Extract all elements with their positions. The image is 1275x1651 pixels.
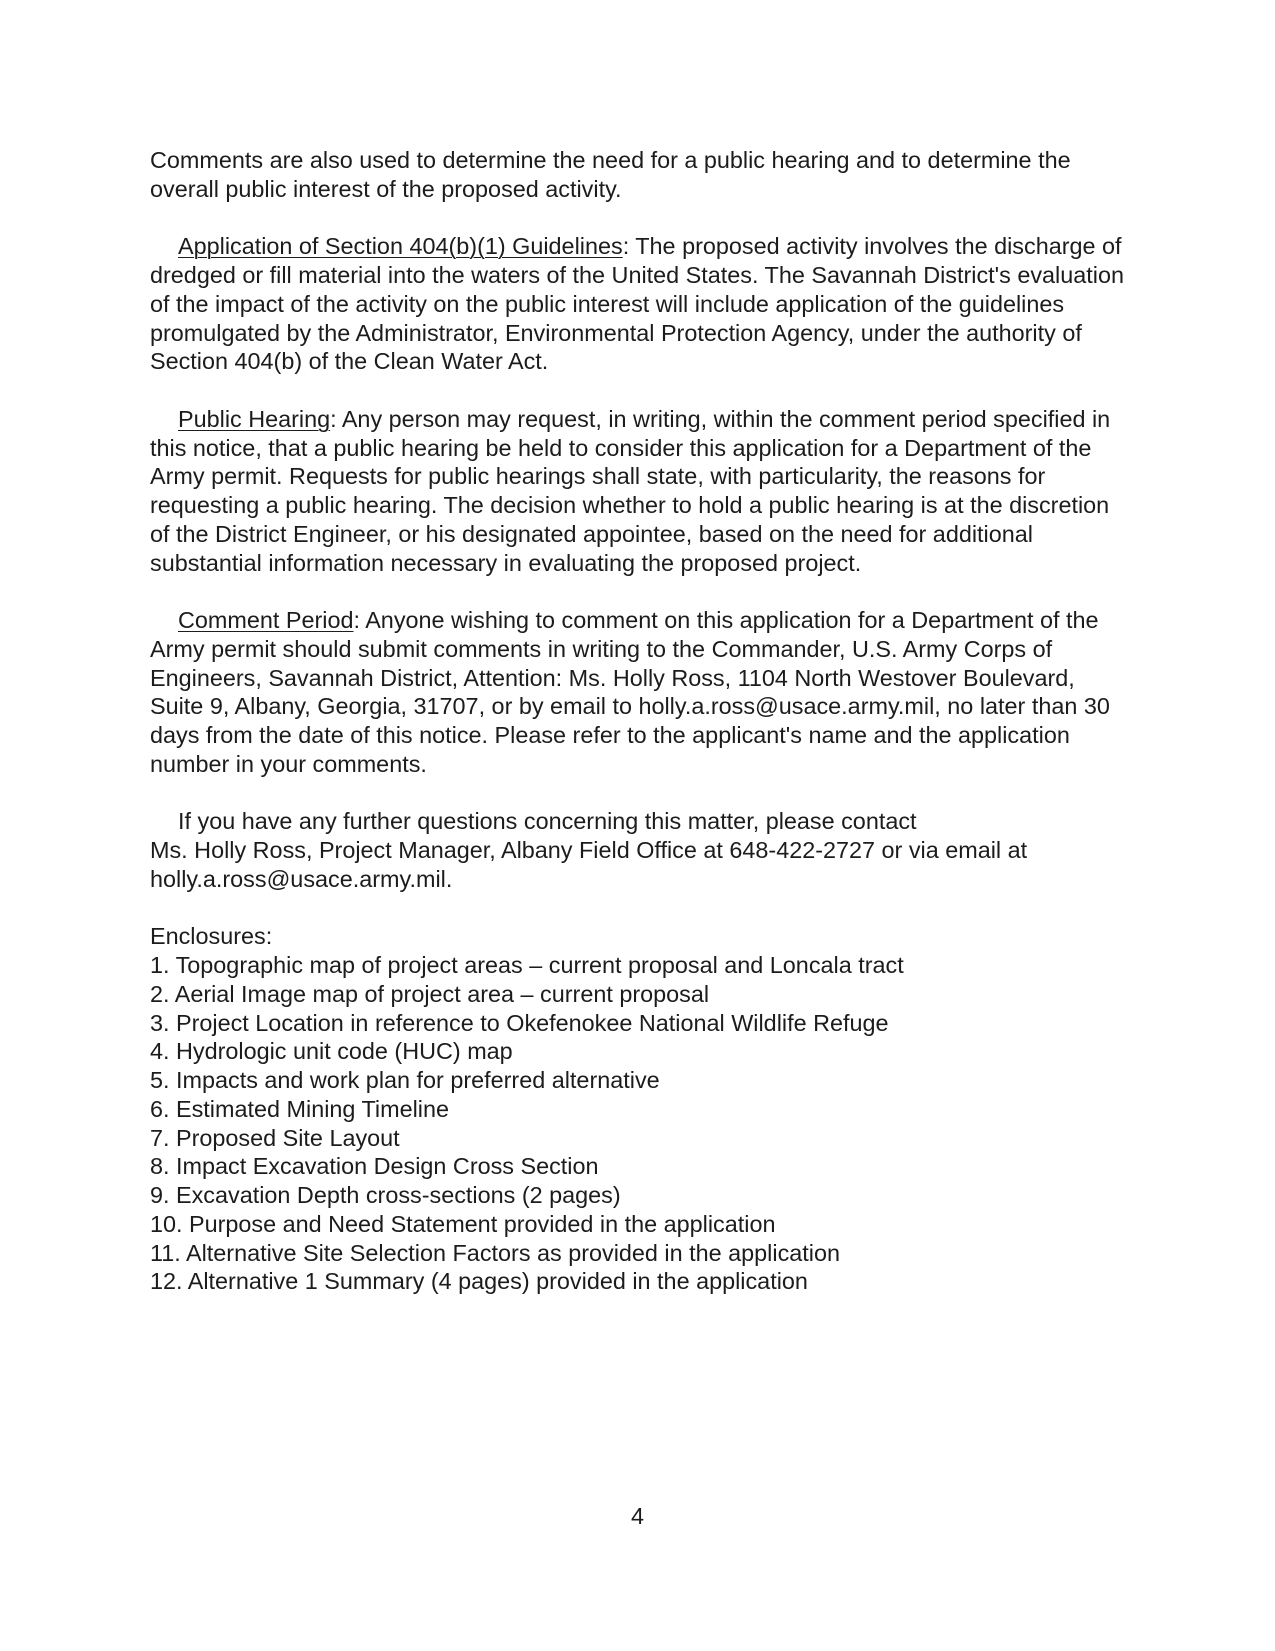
enclosure-item: 5. Impacts and work plan for preferred alternative — [150, 1067, 660, 1093]
enclosure-item: 11. Alternative Site Selection Factors as provided in the application — [150, 1239, 840, 1266]
document-page — [150, 146, 1130, 1296]
paragraph-contact — [150, 807, 1130, 893]
enclosure-item: 1. Topographic map of project areas – current proposal and Loncala tract — [150, 952, 904, 978]
enclosure-item: 9. Excavation Depth cross-sections (2 pages) — [150, 1182, 621, 1208]
contact-line-2: Ms. Holly Ross, Project Manager, Albany Field Office at 648-422-2727 or via email at holly.a.ross@usace.army.mil. — [150, 837, 1028, 892]
public-hearing-text: : Any person may request, in writing, within the comment period specified in this notice, that a public hearing be held to consider this application for a Department of the Army permit. Requests for public hearings shall state, with particularity, the reasons for requesting a public hearing. The decision whether to hold a public hearing is at the discretion of the District Engineer, or his designated appointee, based on the need for additional substantial information necessary in evaluating the proposed project. — [150, 405, 1111, 576]
enclosures-section — [150, 922, 1130, 1296]
enclosure-item: 10. Purpose and Need Statement provided in the application — [150, 1210, 776, 1237]
enclosure-item: 12. Alternative 1 Summary (4 pages) provided in the application — [150, 1268, 808, 1295]
enclosures-list — [150, 951, 1130, 1296]
heading-comment-period: Comment Period — [178, 607, 354, 633]
section-404-text: : The proposed activity involves the discharge of dredged or fill material into the waters of the United States. The Savannah District's evaluation of the impact of the activity on the public interest will include application of the guidelines promulgated by the Administrator, Environmental Protection Agency, under the authority of Section 404(b) of the Clean Water Act. — [150, 233, 1124, 375]
comment-period-text: : Anyone wishing to comment on this application for a Department of the Army permit should submit comments in writing to the Commander, U.S. Army Corps of Engineers, Savannah District, Attention: Ms. Holly Ross, 1104 North Westover Boulevard, Suite 9, Albany, Georgia, 31707, or by email to holly.a.ross@usace.army.mil, no later than 30 days from the date of this notice. Please refer to the applicant's name and the application number in your comments. — [150, 607, 1110, 777]
paragraph-section-404 — [150, 232, 1130, 376]
enclosure-item: 6. Estimated Mining Timeline — [150, 1095, 450, 1122]
enclosure-item: 7. Proposed Site Layout — [150, 1124, 400, 1151]
enclosure-item: 8. Impact Excavation Design Cross Section — [150, 1153, 599, 1180]
enclosure-item: 3. Project Location in reference to Okefenokee National Wildlife Refuge — [150, 1009, 889, 1036]
contact-line-1: If you have any further questions concerning this matter, please contact — [178, 808, 917, 835]
paragraph-comments-use: Comments are also used to determine the need for a public hearing and to determine the overall public interest of the proposed activity. — [150, 147, 1071, 202]
enclosure-item: 2. Aerial Image map of project area – current proposal — [150, 980, 710, 1007]
enclosures-title: Enclosures: — [150, 923, 273, 950]
paragraph-comment-period — [150, 606, 1130, 779]
heading-section-404-guidelines: Application of Section 404(b)(1) Guidelines — [178, 233, 623, 260]
paragraph-public-hearing — [150, 405, 1130, 578]
heading-public-hearing: Public Hearing — [178, 405, 331, 432]
page-number: 4 — [630, 1503, 644, 1529]
enclosure-item: 4. Hydrologic unit code (HUC) map — [150, 1038, 513, 1065]
